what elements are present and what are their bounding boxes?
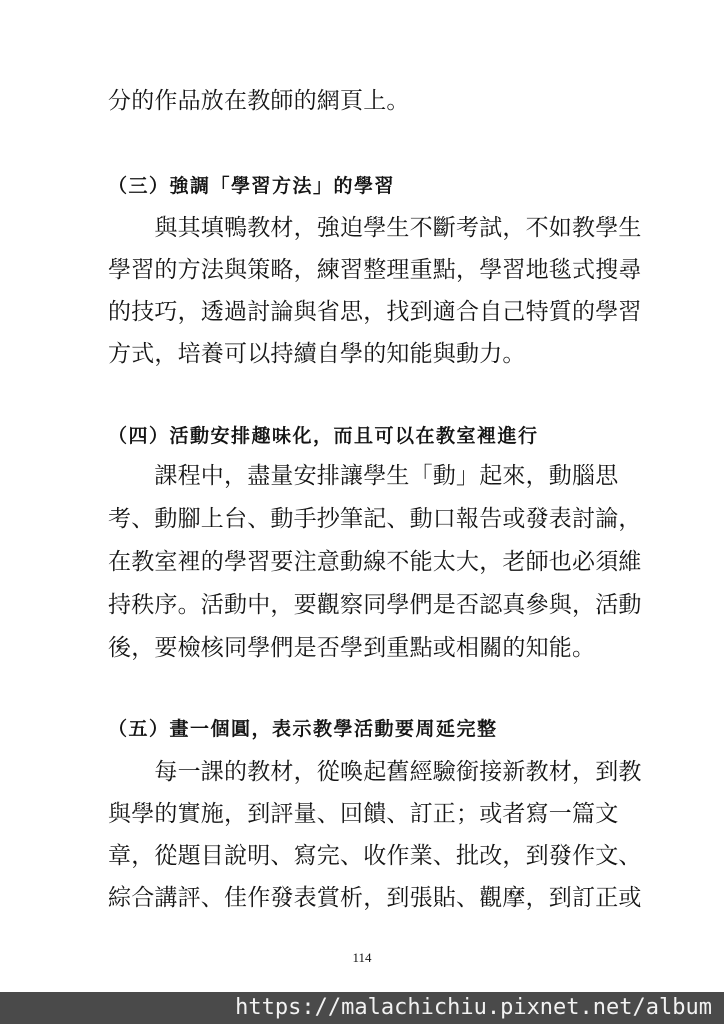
body-line: 持秩序。活動中，要觀察同學們是否認真參與，活動 [108, 592, 642, 618]
watermark-url: https://malachichiu.pixnet.net/album [235, 995, 712, 1020]
body-line: 與其填鴨教材，強迫學生不斷考試，不如教學生 [108, 215, 642, 241]
page-number: 114 [352, 950, 372, 965]
body-line: 方式，培養可以持續自學的知能與動力。 [108, 341, 526, 367]
body-line: 在教室裡的學習要注意動線不能太大，老師也必須維 [108, 549, 642, 575]
body-line: 的技巧，透過討論與省思，找到適合自己特質的學習 [108, 299, 642, 325]
body-line: 分的作品放在教師的網頁上。 [108, 88, 410, 114]
body-line: 綜合講評、佳作發表賞析，到張貼、觀摩，到訂正或 [108, 885, 642, 911]
body-line: 後，要檢核同學們是否學到重點或相關的知能。 [108, 635, 596, 661]
watermark-bar [0, 992, 724, 1024]
body-line: 章，從題目說明、寫完、收作業、批改，到發作文、 [108, 843, 642, 869]
section-heading-5: （五）畫一個圓，表示教學活動要周延完整 [108, 718, 498, 740]
body-line: 與學的實施，到評量、回饋、訂正；或者寫一篇文 [108, 801, 619, 827]
body-line: 每一課的教材，從喚起舊經驗銜接新教材，到教 [108, 759, 642, 785]
body-line: 課程中，盡量安排讓學生「動」起來，動腦思 [108, 463, 619, 489]
section-heading-3: （三）強調「學習方法」的學習 [108, 175, 396, 197]
body-line: 學習的方法與策略，練習整理重點，學習地毯式搜尋 [108, 257, 642, 283]
section-heading-4: （四）活動安排趣味化，而且可以在教室裡進行 [108, 425, 539, 447]
body-line: 考、動腳上台、動手抄筆記、動口報告或發表討論， [108, 506, 642, 532]
